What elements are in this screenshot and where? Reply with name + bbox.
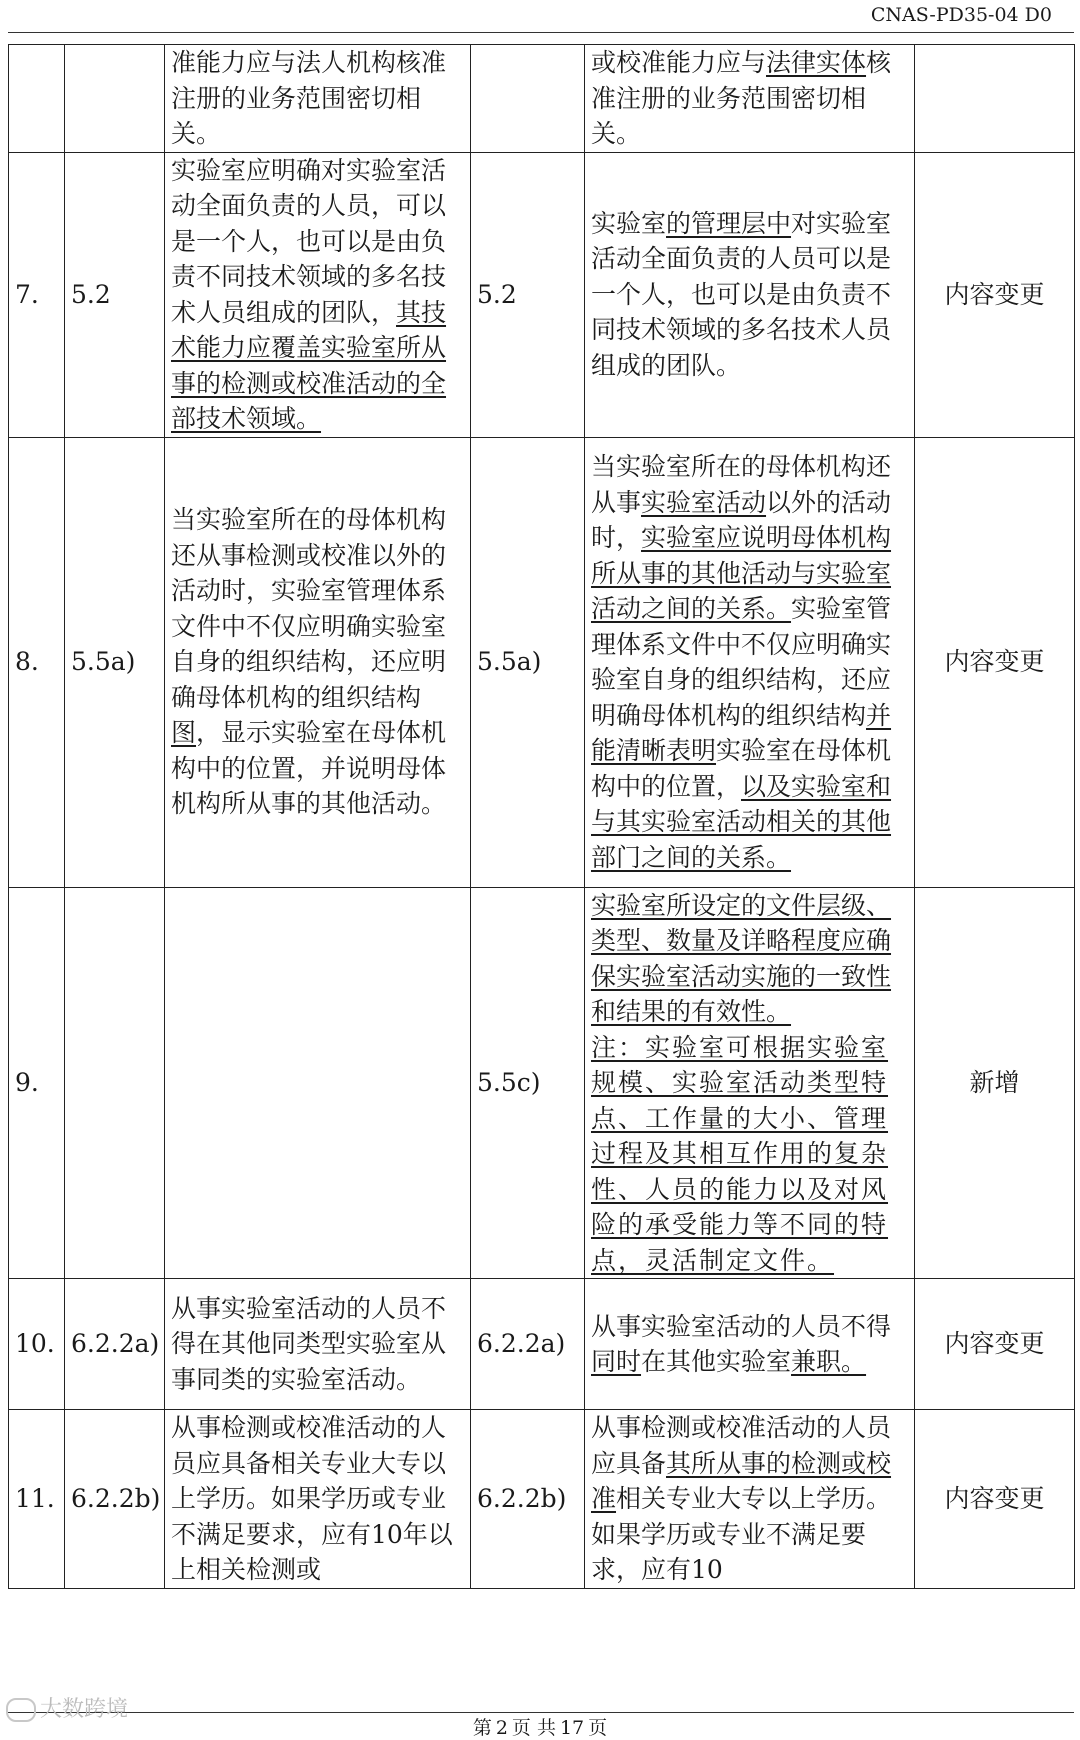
change-type: 内容变更 [915, 152, 1075, 437]
row-number [9, 45, 65, 153]
new-clause: 5.5c) [471, 887, 585, 1279]
text-segment: 或校准能力应与 [591, 48, 767, 77]
text-segment: 实验室应明确对实验室活动全面负责的人员，可以是一个人，也可以是由负责不同技术领域的多名技术人员组成的团队， [171, 155, 447, 327]
table-row [9, 437, 1075, 887]
new-text [585, 152, 915, 437]
old-clause [65, 887, 165, 1279]
text-segment: 的管理层中 [666, 208, 792, 238]
text-segment: 实验室活动 [641, 487, 767, 517]
new-clause [471, 45, 585, 153]
old-text [165, 437, 471, 887]
old-clause: 5.2 [65, 152, 165, 437]
new-clause: 5.2 [471, 152, 585, 437]
table-row [9, 1410, 1075, 1589]
new-text [585, 1279, 915, 1410]
text-segment: 从事检测或校准活动的人员应具备 [591, 1413, 892, 1478]
row-number: 10. [9, 1279, 65, 1410]
text-segment: 对实验室活动全面负责的人员可以是一个人，也可以是由负责不同技术领域的多名技术人员组成的团队。 [591, 208, 892, 380]
new-text [585, 1410, 915, 1589]
new-clause: 6.2.2a) [471, 1279, 585, 1410]
row-number: 9. [9, 887, 65, 1279]
row-number: 8. [9, 437, 65, 887]
text-segment: 实验室在母体机构中的位置， [591, 736, 892, 801]
old-text: 准能力应与法人机构核准注册的业务范围密切相关。 [165, 45, 471, 153]
text-segment: 当实验室所在的母体机构还从事 [591, 452, 892, 517]
text-segment: 其技术能力应覆盖实验室所从事的检测或校准活动的全部技术领域。 [171, 297, 447, 433]
old-text [165, 152, 471, 437]
text-segment: 其所从事的检测或校准 [591, 1448, 892, 1513]
text-segment: 实验室 [591, 208, 667, 238]
watermark-logo: 大数跨境 [6, 1692, 128, 1723]
text-segment: 同时 [591, 1347, 642, 1376]
old-clause [65, 45, 165, 153]
change-type: 内容变更 [915, 1410, 1075, 1589]
table-row [9, 45, 1075, 153]
table-row [9, 1279, 1075, 1410]
table-row [9, 887, 1075, 1279]
text-segment: 并能清晰表明 [591, 700, 892, 765]
row-number: 7. [9, 152, 65, 437]
table-row [9, 152, 1075, 437]
text-segment: ，显示实验室在母体机构中的位置，并说明母体机构所从事的其他活动。 [171, 718, 447, 819]
change-type: 内容变更 [915, 1279, 1075, 1410]
new-text-note: 注：实验室可根据实验室规模、实验室活动类型特点、工作量的大小、管理过程及其相互作用的复杂性、人员的能力以及对风险的承受能力等不同的特点，灵活制定文件。 [591, 1032, 889, 1275]
text-segment: 法律实体 [766, 48, 867, 77]
text-segment: 图 [171, 718, 197, 748]
new-text [585, 437, 915, 887]
old-clause: 6.2.2b) [65, 1410, 165, 1589]
new-clause: 5.5a) [471, 437, 585, 887]
header-rule [8, 32, 1074, 33]
new-text [585, 45, 915, 153]
text-segment: 以及实验室和与其实验室活动相关的其他部门之间的关系。 [591, 771, 892, 872]
text-segment: 实验室管理体系文件中不仅应明确实验室自身的组织结构，还应明确母体机构的组织结构 [591, 594, 892, 730]
change-type [915, 45, 1075, 153]
text-segment: 核准注册的业务范围密切相关。 [591, 48, 892, 148]
old-clause: 5.5a) [65, 437, 165, 887]
old-text [165, 887, 471, 1279]
new-clause: 6.2.2b) [471, 1410, 585, 1589]
text-segment: 以外的活动时， [591, 487, 892, 552]
text-segment: 实验室应说明母体机构所从事的其他活动与实验室活动之间的关系。 [591, 523, 892, 623]
change-type: 内容变更 [915, 437, 1075, 887]
page-number: 第 2 页 共 17 页 [472, 1717, 608, 1739]
text-segment: 在其他实验室 [641, 1347, 792, 1376]
row-number: 11. [9, 1410, 65, 1589]
watermark-icon [6, 1698, 36, 1722]
text-segment: 实验室所设定的文件层级、类型、数量及详略程度应确保实验室活动实施的一致性和结果的有效性。 [591, 890, 892, 1026]
text-segment: 从事检测或校准活动的人员应具备相关专业大专以上学历。如果学历或专业不满足要求，应有10年以上相关检测或 [171, 1413, 453, 1584]
text-segment: 当实验室所在的母体机构还从事检测或校准以外的活动时，实验室管理体系文件中不仅应明确实验室自身的组织结构，还应明确母体机构的组织结构 [171, 505, 447, 712]
change-type: 新增 [915, 887, 1075, 1279]
old-clause: 6.2.2a) [65, 1279, 165, 1410]
new-text [585, 887, 915, 1279]
old-text [165, 1279, 471, 1410]
document-code: CNAS-PD35-04 D0 [870, 4, 1052, 26]
old-text [165, 1410, 471, 1589]
text-segment: 从事实验室活动的人员不得在其他同类型实验室从事同类的实验室活动。 [171, 1293, 447, 1394]
comparison-table [8, 44, 1075, 1589]
text-segment: 从事实验室活动的人员不得 [591, 1311, 892, 1341]
text-segment: 相关专业大专以上学历。如果学历或专业不满足要求，应有10 [591, 1484, 892, 1584]
text-segment: 兼职。 [791, 1347, 867, 1376]
